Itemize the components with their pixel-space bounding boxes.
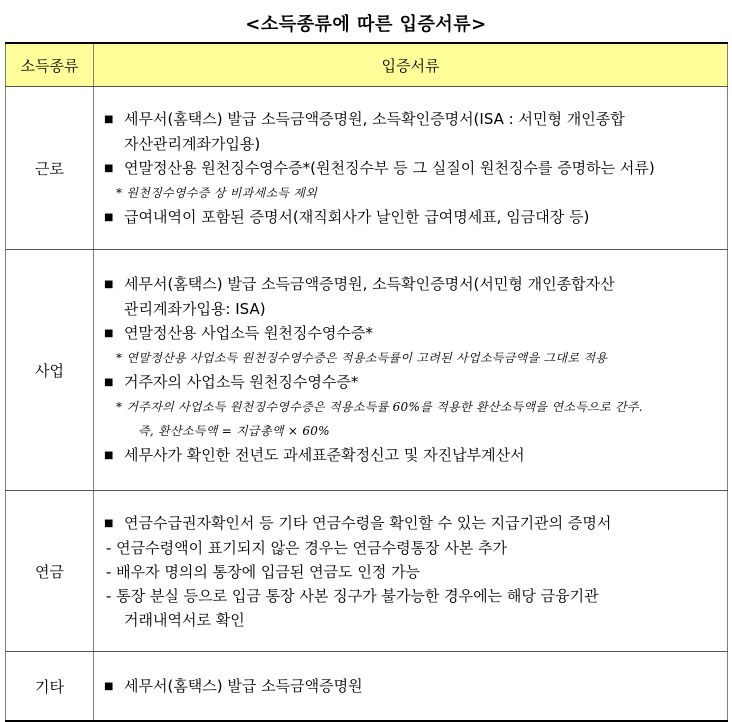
- list-item: ■ 거주자의 사업소득 원천징수영수증*: [104, 370, 717, 395]
- header-documents: 입증서류: [94, 43, 728, 87]
- sub-item: - 연금수령액이 표기되지 않은 경우는 연금수령통장 사본 추가: [106, 538, 508, 557]
- documents-cell: [94, 491, 728, 652]
- sub-item-continuation: 거래내역서로 확인: [124, 610, 245, 629]
- footnote: * 거주자의 사업소득 원천징수영수증은 적용소득률 60%를 적용한 환산소득액을 연소득으로 간주.: [116, 400, 643, 414]
- table-row-work: [6, 87, 728, 250]
- document-title: <소득종류에 따른 입증서류>: [245, 14, 487, 35]
- footnote: * 연말정산용 사업소득 원천징수영수증은 적용소득률이 고려된 사업소득금액을 그대로 적용: [116, 351, 608, 365]
- list-item: ■ 연금수급권자확인서 등 기타 연금수령을 확인할 수 있는 지급기관의 증명서: [104, 511, 717, 536]
- documents-cell: [94, 250, 728, 491]
- list-item: ■ 세무서(홈택스) 발급 소득금액증명원, 소득확인증명서(서민형 개인종합자산: [104, 272, 717, 297]
- sub-item: - 배우자 명의의 통장에 입금된 연금도 인정 가능: [106, 562, 421, 581]
- documents-cell: [94, 652, 728, 722]
- category-cell: 기타: [6, 652, 94, 722]
- footnote-continuation: 즉, 환산소득액 = 지급총액 × 60%: [138, 424, 330, 438]
- table-row-business: [6, 250, 728, 491]
- list-item: ■ 세무사가 확인한 전년도 과세표준확정신고 및 자진납부계산서: [104, 443, 717, 468]
- list-item: ■ 연말정산용 원천징수영수증*(원천징수부 등 그 실질이 원천징수를 증명하는 서류): [104, 156, 717, 181]
- sub-item: - 통장 분실 등으로 입금 통장 사본 징구가 불가능한 경우에는 해당 금융기관: [106, 586, 599, 605]
- list-item: ■ 세무서(홈택스) 발급 소득금액증명원: [104, 674, 717, 699]
- table-row-other: [6, 652, 728, 722]
- category-cell: 사업: [6, 250, 94, 491]
- list-item: ■ 연말정산용 사업소득 원천징수영수증*: [104, 321, 717, 346]
- header-category: 소득종류: [6, 43, 94, 87]
- documents-cell: [94, 87, 728, 250]
- table-header-row: [6, 43, 728, 87]
- list-item-continuation: 자산관리계좌가입용): [124, 134, 261, 153]
- category-cell: 근로: [6, 87, 94, 250]
- category-cell: 연금: [6, 491, 94, 652]
- list-item-continuation: 관리계좌가입용: ISA): [124, 300, 266, 318]
- footnote: * 원천징수영수증 상 비과세소득 제외: [116, 185, 318, 200]
- income-documents-table: [5, 42, 728, 722]
- list-item: ■ 세무서(홈택스) 발급 소득금액증명원, 소득확인증명서(ISA : 서민형 개인종합: [104, 107, 717, 132]
- list-item: ■ 급여내역이 포함된 증명서(재직회사가 날인한 급여명세표, 임금대장 등): [104, 205, 717, 230]
- table-row-pension: [6, 491, 728, 652]
